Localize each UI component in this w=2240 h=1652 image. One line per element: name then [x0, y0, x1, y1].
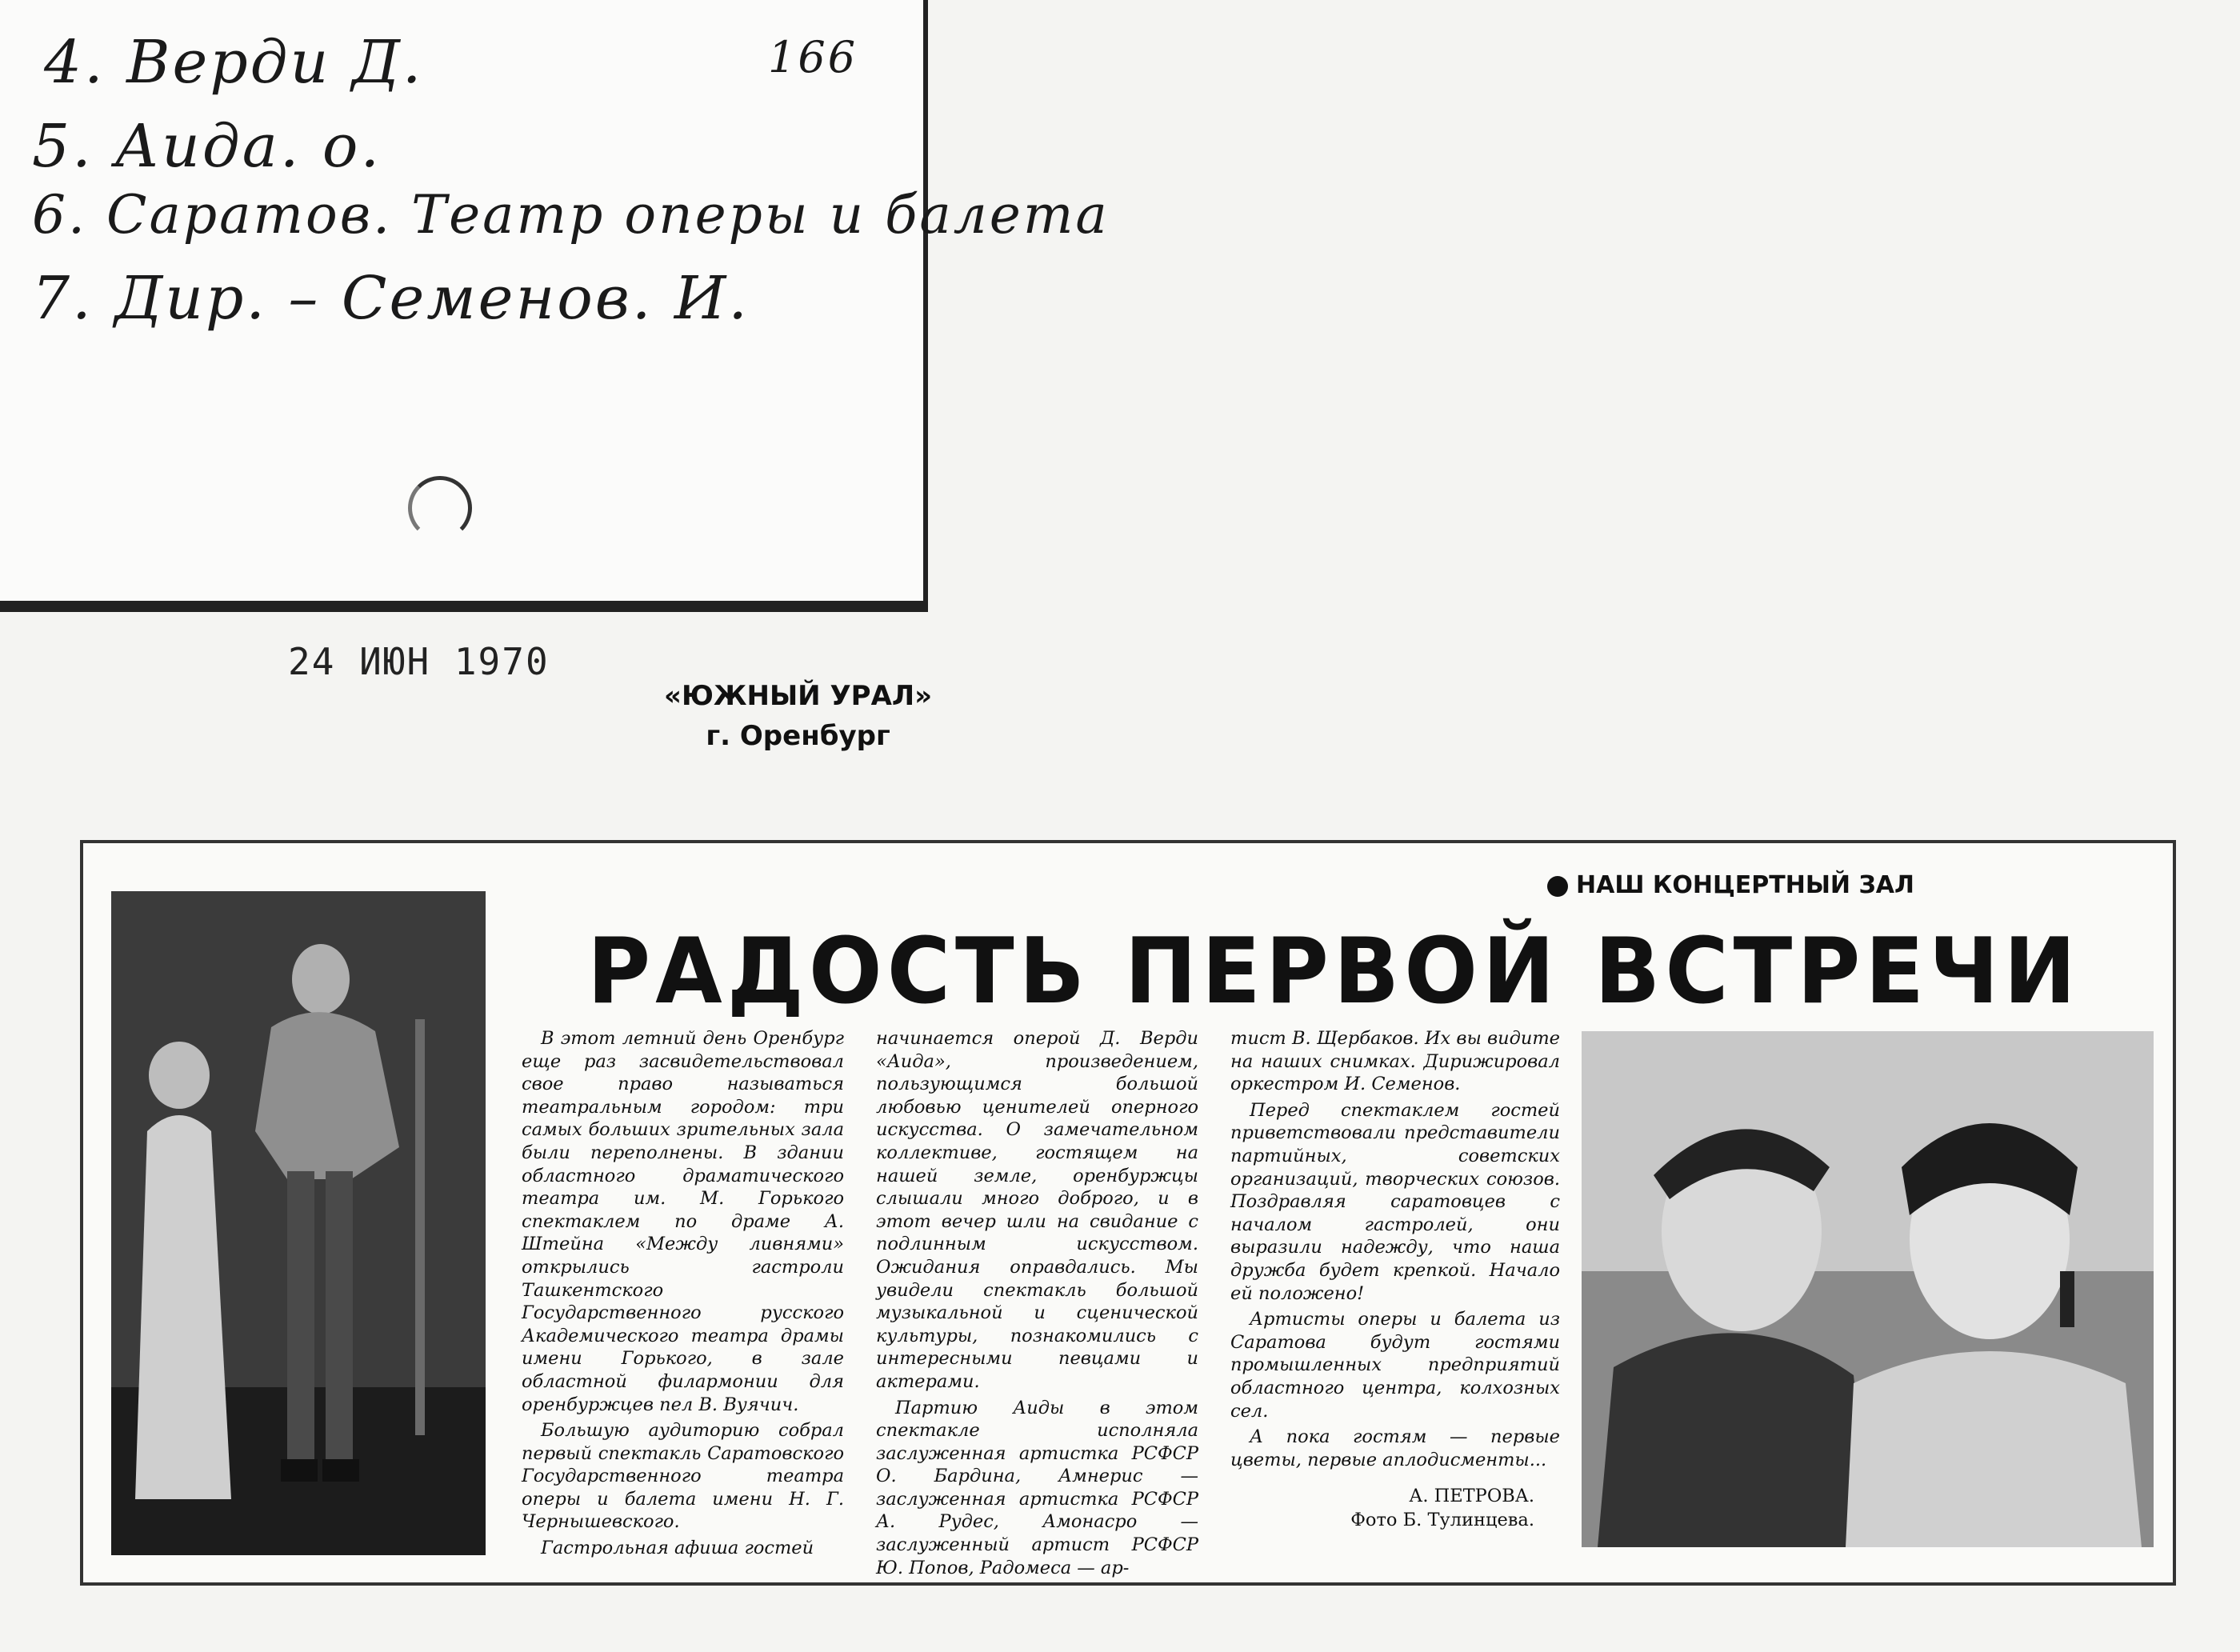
column-1 [522, 1027, 844, 1563]
paragraph: Партию Аиды в этом спектакле исполняла заслуженная артистка РСФСР О. Бардина, Амнерис — заслуженная артистка РСФСР А. Рудес, Амонасро — заслуженный артист РСФСР Ю. Попов, Радомеса — ар- [876, 1397, 1198, 1578]
photo-aida-stage [111, 891, 486, 1555]
page-number: 166 [768, 32, 858, 82]
paragraph: Артисты оперы и балета из Саратова будут гостями промышленных предприятий областного центра, колхозных сел. [1230, 1309, 1560, 1422]
paragraph: А пока гостям — первые цветы, первые аплодисменты... [1230, 1426, 1560, 1470]
newspaper-source [664, 680, 932, 752]
paragraph: Перед спектаклем гостей приветствовали представители партийных, советских организаций, творческих союзов. Поздравляя саратовцев с началом гастролей, они выразили надежду, что наша дружба будет крепкой. Начало ей положено! [1230, 1099, 1560, 1304]
paragraph: начинается оперой Д. Верди «Аида», произведением, пользующимся большой любовью ценителей оперного искусства. О замечательном коллективе, гостящем на нашей земле, оренбуржцы слышали много доброго, и в этот вечер шли на свидание с подлинным искусством. Ожидания оправдались. Мы увидели спектакль большой музыкальной и сценической культуры, познакомились с интересными певцами и актерами. [876, 1028, 1198, 1392]
punch-hole [408, 476, 472, 540]
signature-block [1230, 1484, 1560, 1532]
photo-stage-figures [111, 891, 486, 1555]
photo-singers-portrait [1582, 1031, 2154, 1547]
paragraph: Гастрольная афиша гостей [541, 1538, 814, 1559]
photo-credit: Фото Б. Тулинцева. [1350, 1510, 1534, 1531]
card-line-4: 7. Дир. – Семенов. И. [32, 264, 750, 333]
date-stamp: 24 ИЮН 1970 [288, 640, 550, 683]
paragraph: тист В. Щербаков. Их вы видите на наших снимках. Дирижировал оркестром И. Семенов. [1230, 1028, 1560, 1095]
newspaper-city: г. Оренбург [706, 720, 890, 752]
card-line-2: 5. Аида. о. [32, 112, 382, 181]
photo-portrait-figures [1582, 1031, 2154, 1547]
paragraph: В этот летний день Оренбург еще раз засвидетельствовал свое право называться театральным городом: три самых больших зрительных зала были переполнены. В здании областного драматического театра им. М. Горького спектаклем по драме А. Штейна «Между ливнями» открылись гастроли Ташкентского Государственного русского Академического театра драмы имени Горького, в зале областной филармонии для оренбуржцев пел В. Вуячич. [522, 1028, 844, 1415]
column-3 [1230, 1027, 1560, 1532]
newspaper-name: «ЮЖНЫЙ УРАЛ» [664, 680, 933, 712]
card-line-3: 6. Саратов. Театр оперы и балета [32, 184, 1110, 246]
author: А. ПЕТРОВА. [1409, 1486, 1534, 1507]
bullet-icon [1547, 876, 1568, 897]
column-2 [876, 1027, 1198, 1582]
headline: РАДОСТЬ ПЕРВОЙ ВСТРЕЧИ [587, 918, 2081, 1025]
index-card [0, 0, 1110, 612]
card-line-1: 4. Верди Д. [44, 28, 424, 97]
newspaper-clipping [80, 840, 2176, 1586]
rubric: НАШ КОНЦЕРТНЫЙ ЗАЛ [1547, 871, 1914, 899]
paragraph: Большую аудиторию собрал первый спектакль Саратовского Государственного театра оперы и балета имени Н. Г. Чернышевского. [522, 1420, 844, 1533]
